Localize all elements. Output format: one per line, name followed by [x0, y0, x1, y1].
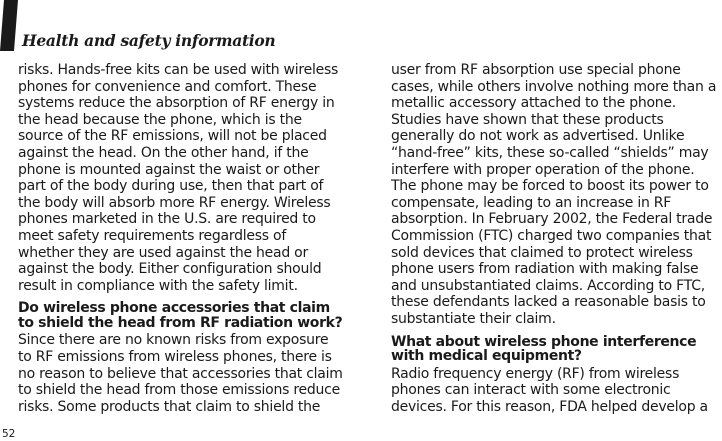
- left-column: [18, 62, 356, 415]
- text-line: phone is mounted against the waist or other: [18, 161, 320, 178]
- heading-line: What about wireless phone interference: [391, 333, 697, 350]
- text-line: Studies have shown that these products: [391, 111, 664, 128]
- text-line: against the body. Either configuration should: [18, 261, 322, 278]
- text-line: sold devices that claimed to protect wireless: [391, 244, 693, 261]
- text-line: interfere with proper operation of the phone.: [391, 161, 695, 178]
- heading-line: with medical equipment?: [391, 348, 582, 364]
- text-line: metallic accessory attached to the phone.: [391, 95, 676, 112]
- text-line: part of the body during use, then that part of: [18, 178, 324, 195]
- section-title: Health and safety information: [22, 31, 276, 50]
- text-line: “hand-free” kits, these so-called “shields” may: [391, 144, 709, 161]
- text-line: phones can interact with some electronic: [391, 382, 671, 399]
- left-heading-accessories: [18, 301, 356, 330]
- text-line: the body will absorb more RF energy. Wireless: [18, 194, 331, 211]
- heading-line: Do wireless phone accessories that claim: [18, 300, 330, 317]
- text-line: cases, while others involve nothing more than a: [391, 78, 717, 95]
- text-line: meet safety requirements regardless of: [18, 227, 287, 244]
- text-line: and unsubstantiated claims. According to FTC,: [391, 277, 705, 294]
- text-line: against the head. On the other hand, if the: [18, 144, 309, 161]
- right-paragraph-medical: [391, 366, 722, 416]
- text-line: Radio frequency energy (RF) from wireless: [391, 365, 680, 382]
- right-paragraph-shields-continued: [391, 62, 722, 328]
- text-line: no reason to believe that accessories that claim: [18, 365, 343, 382]
- text-line: substantiate their claim.: [391, 310, 556, 327]
- header-accent-bar: [0, 0, 18, 51]
- heading-line: to shield the head from RF radiation work?: [18, 314, 343, 331]
- text-line: whether they are used against the head or: [18, 244, 308, 261]
- text-line: to RF emissions from wireless phones, there is: [18, 348, 332, 365]
- text-line: The phone may be forced to boost its power to: [391, 178, 709, 195]
- text-line: to shield the head from those emissions reduce: [18, 382, 340, 399]
- text-line: phones marketed in the U.S. are required to: [18, 211, 316, 228]
- text-line: risks. Some products that claim to shield the: [18, 398, 321, 415]
- text-line: absorption. In February 2002, the Federal trade: [391, 211, 713, 228]
- left-paragraph-shields: [18, 332, 356, 415]
- text-line: user from RF absorption use special phone: [391, 62, 681, 78]
- text-line: these defendants lacked a reasonable basis to: [391, 294, 706, 311]
- text-line: Commission (FTC) charged two companies that: [391, 227, 712, 244]
- text-line: generally do not work as advertised. Unlike: [391, 128, 685, 145]
- text-line: risks. Hands-free kits can be used with wireless: [18, 62, 339, 78]
- left-paragraph-hands-free: [18, 62, 356, 294]
- right-heading-medical-equipment: [391, 335, 722, 364]
- text-line: devices. For this reason, FDA helped develop a: [391, 398, 708, 415]
- page-header: [0, 0, 722, 56]
- page-number: 52: [2, 428, 16, 440]
- text-line: source of the RF emissions, will not be placed: [18, 128, 327, 145]
- text-line: systems reduce the absorption of RF energy in: [18, 95, 335, 112]
- text-line: phones for convenience and comfort. These: [18, 78, 317, 95]
- text-line: Since there are no known risks from exposure: [18, 332, 329, 349]
- text-line: compensate, leading to an increase in RF: [391, 194, 672, 211]
- text-line: result in compliance with the safety limit.: [18, 277, 298, 294]
- right-column: [391, 62, 722, 415]
- text-line: the head because the phone, which is the: [18, 111, 302, 128]
- text-line: phone users from radiation with making false: [391, 261, 699, 278]
